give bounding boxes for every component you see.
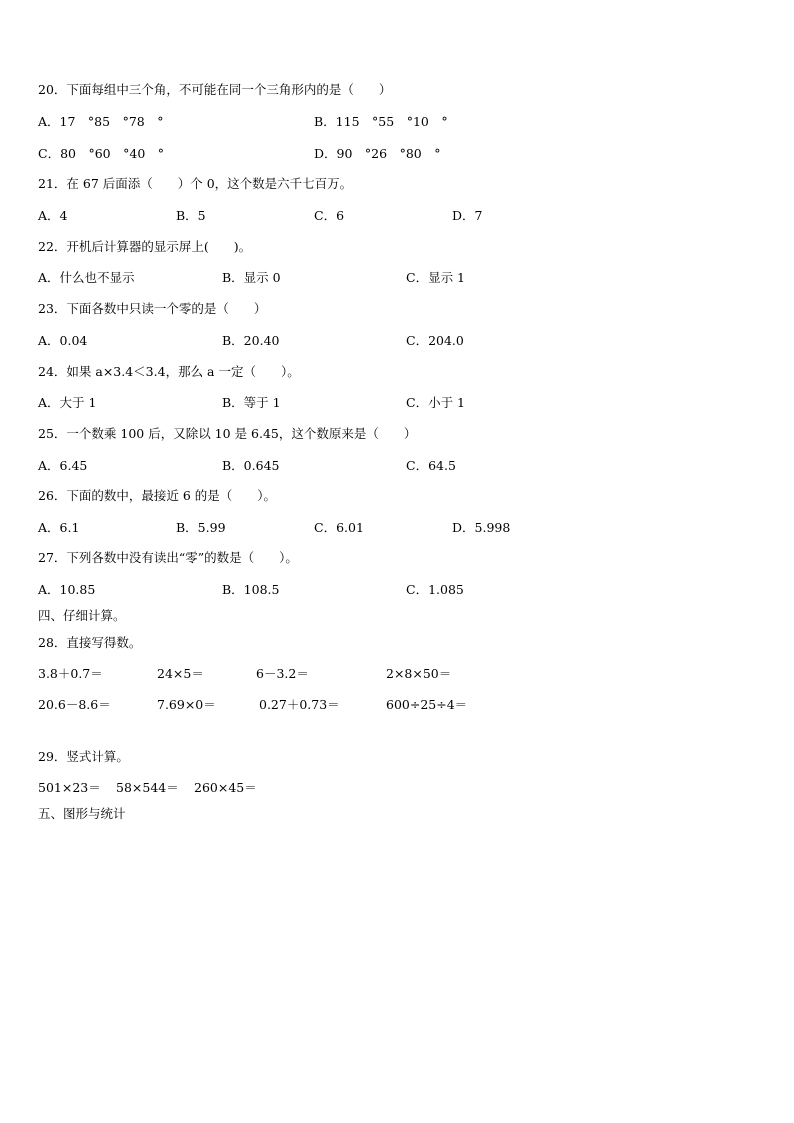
question-26-option-b: B．5.99 bbox=[176, 520, 226, 535]
question-20-option-a: A．17 °85 °78 ° bbox=[38, 114, 164, 129]
question-20-option-d: D．90 °26 °80 ° bbox=[314, 146, 441, 161]
calc-item: 0.27＋0.73＝ bbox=[259, 697, 340, 712]
question-20-option-c: C．80 °60 °40 ° bbox=[38, 146, 165, 161]
question-24-option-a: A．大于 1 bbox=[38, 395, 97, 410]
question-23-option-a: A．0.04 bbox=[38, 333, 88, 348]
vertical-calc-item: 58×544＝ bbox=[116, 780, 179, 795]
question-22-stem: 22．开机后计算器的显示屏上( )。 bbox=[38, 239, 252, 254]
question-21-stem: 21．在 67 后面添（ ）个 0，这个数是六千七百万。 bbox=[38, 176, 353, 191]
question-24-option-c: C．小于 1 bbox=[406, 395, 465, 410]
question-22-option-a: A．什么也不显示 bbox=[38, 270, 135, 285]
question-23-option-c: C．204.0 bbox=[406, 333, 464, 348]
calc-item: 20.6－8.6＝ bbox=[38, 697, 111, 712]
question-22-option-c: C．显示 1 bbox=[406, 270, 465, 285]
question-21-option-a: A．4 bbox=[38, 208, 68, 223]
question-26-option-a: A．6.1 bbox=[38, 520, 80, 535]
question-26-option-d: D．5.998 bbox=[452, 520, 511, 535]
calc-item: 3.8＋0.7＝ bbox=[38, 666, 103, 681]
question-21-option-b: B．5 bbox=[176, 208, 206, 223]
question-27-option-b: B．108.5 bbox=[222, 582, 280, 597]
question-25-stem: 25．一个数乘 100 后，又除以 10 是 6.45，这个数原来是（ ） bbox=[38, 426, 417, 441]
question-25-option-c: C．64.5 bbox=[406, 458, 456, 473]
question-23-option-b: B．20.40 bbox=[222, 333, 280, 348]
question-27-stem: 27．下列各数中没有读出“零”的数是（ ）。 bbox=[38, 550, 298, 565]
question-26-stem: 26．下面的数中，最接近 6 的是（ ）。 bbox=[38, 488, 277, 503]
vertical-calc-item: 501×23＝ bbox=[38, 780, 101, 795]
question-27-option-a: A．10.85 bbox=[38, 582, 96, 597]
question-21-option-d: D．7 bbox=[452, 208, 483, 223]
calc-item: 24×5＝ bbox=[157, 666, 204, 681]
calc-item: 2×8×50＝ bbox=[386, 666, 452, 681]
calc-item: 6－3.2＝ bbox=[256, 666, 309, 681]
question-27-option-c: C．1.085 bbox=[406, 582, 464, 597]
calc-item: 7.69×0＝ bbox=[157, 697, 216, 712]
question-23-stem: 23．下面各数中只读一个零的是（ ） bbox=[38, 301, 267, 316]
calc-item: 600÷25÷4＝ bbox=[386, 697, 468, 712]
question-26-option-c: C．6.01 bbox=[314, 520, 364, 535]
question-22-option-b: B．显示 0 bbox=[222, 270, 281, 285]
question-24-stem: 24．如果 a×3.4＜3.4，那么 a 一定（ ）。 bbox=[38, 364, 300, 379]
question-21-option-c: C．6 bbox=[314, 208, 345, 223]
question-28-stem: 28．直接写得数。 bbox=[38, 635, 142, 650]
question-29-stem: 29．竖式计算。 bbox=[38, 749, 129, 764]
question-25-option-b: B．0.645 bbox=[222, 458, 280, 473]
question-20-stem: 20．下面每组中三个角，不可能在同一个三角形内的是（ ） bbox=[38, 82, 392, 97]
question-24-option-b: B．等于 1 bbox=[222, 395, 281, 410]
question-20-option-b: B．115 °55 °10 ° bbox=[314, 114, 448, 129]
section-4-heading: 四、仔细计算。 bbox=[38, 608, 126, 623]
question-25-option-a: A．6.45 bbox=[38, 458, 88, 473]
section-5-heading: 五、图形与统计 bbox=[38, 806, 126, 821]
vertical-calc-item: 260×45＝ bbox=[194, 780, 257, 795]
